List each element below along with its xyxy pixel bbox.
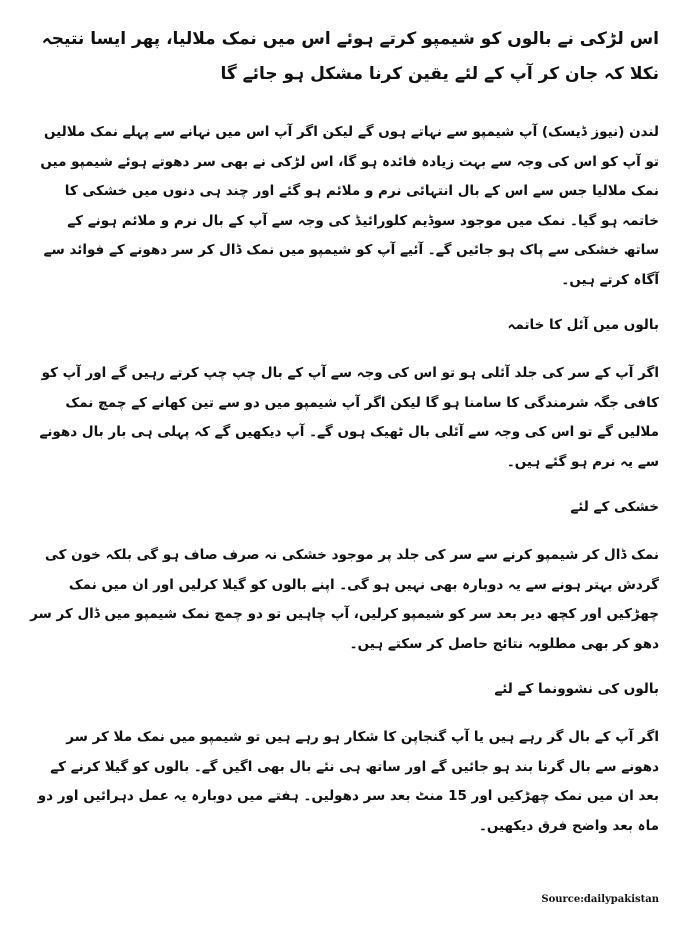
article — [28, 22, 659, 859]
section-body-growth: اگر آپ کے بال گر رہے ہیں یا آپ گنجاپن کا شکار ہو رہے ہیں تو شیمپو میں نمک ملا کر سر دھونے سے بال گرنا بند ہو جائیں گے اور ساتھ ہی نئے بال بھی اگیں گے۔ بالوں کو گیلا کرنے کے بعد ان میں نمک چھڑکیں اور 15 منٹ بعد سر دھولیں۔ ہفتے میں دوبارہ یہ عمل دہرائیں اور دو ماہ بعد واضح فرق دیکھیں۔ — [37, 729, 659, 834]
source-credit: Source:dailypakistan — [541, 894, 659, 905]
section-heading-oil: بالوں میں آئل کا خاتمہ — [507, 317, 659, 333]
section-body-oil: اگر آپ کے سر کی جلد آئلی ہو تو اس کی وجہ سے آپ کے بال چپ چپ کرتے رہیں گے اور آپ کو کافی جگہ شرمندگی کا سامنا ہو گا لیکن اگر آپ شیمپو میں دو سے تین کھانے کے چمچ نمک ملالیں گے تو اس کی وجہ سے آئلی بال ٹھیک ہوں گے۔ آپ دیکھیں گے کہ پہلی ہی بار بال دھونے سے یہ نرم ہو گئے ہیں۔ — [39, 365, 659, 470]
section-body-dandruff: نمک ڈال کر شیمپو کرنے سے سر کی جلد پر موجود خشکی نہ صرف صاف ہو گی بلکہ خون کی گردش بہتر ہونے سے یہ دوبارہ بھی نہیں ہو گی۔ اپنے بالوں کو گیلا کرلیں اور ان میں نمک چھڑکیں اور کچھ دیر بعد سر کو شیمپو کرلیں، آپ چاہیں تو دو چمچ نمک شیمپو میں ڈال کر سر دھو کر بھی مطلوبہ نتائج حاصل کر سکتے ہیں۔ — [30, 547, 659, 652]
article-headline: اس لڑکی نے بالوں کو شیمپو کرتے ہوئے اس میں نمک ملالیا، پھر ایسا نتیجہ نکلا کہ جان کر آپ کے لئے یقین کرنا مشکل ہو جائے گا — [41, 29, 659, 84]
intro-paragraph: لندن (نیوز ڈیسک) آپ شیمپو سے نہاتے ہوں گے لیکن اگر آپ اس میں نہانے سے پہلے نمک ملالیں تو آپ کو اس کی وجہ سے بہت زیادہ فائدہ ہو گا، اس لڑکی نے بھی سر دھوتے ہوئے شیمپو میں نمک ملالیا جس سے اس کے بال انتہائی نرم و ملائم ہو گئے اور چند ہی دنوں میں خشکی کا خاتمہ ہو گیا۔ نمک میں موجود سوڈیم کلورائیڈ کی وجہ سے آپ کے بال نرم و ملائم ہونے کے ساتھ خشکی سے پاک ہو جائیں گے۔ آئیے آپ کو شیمپو میں نمک ڈال کر سر دھونے کے فوائد سے آگاہ کرتے ہیں۔ — [40, 124, 659, 288]
section-heading-growth: بالوں کی نشوونما کے لئے — [494, 681, 659, 697]
section-heading-dandruff: خشکی کے لئے — [570, 499, 659, 515]
